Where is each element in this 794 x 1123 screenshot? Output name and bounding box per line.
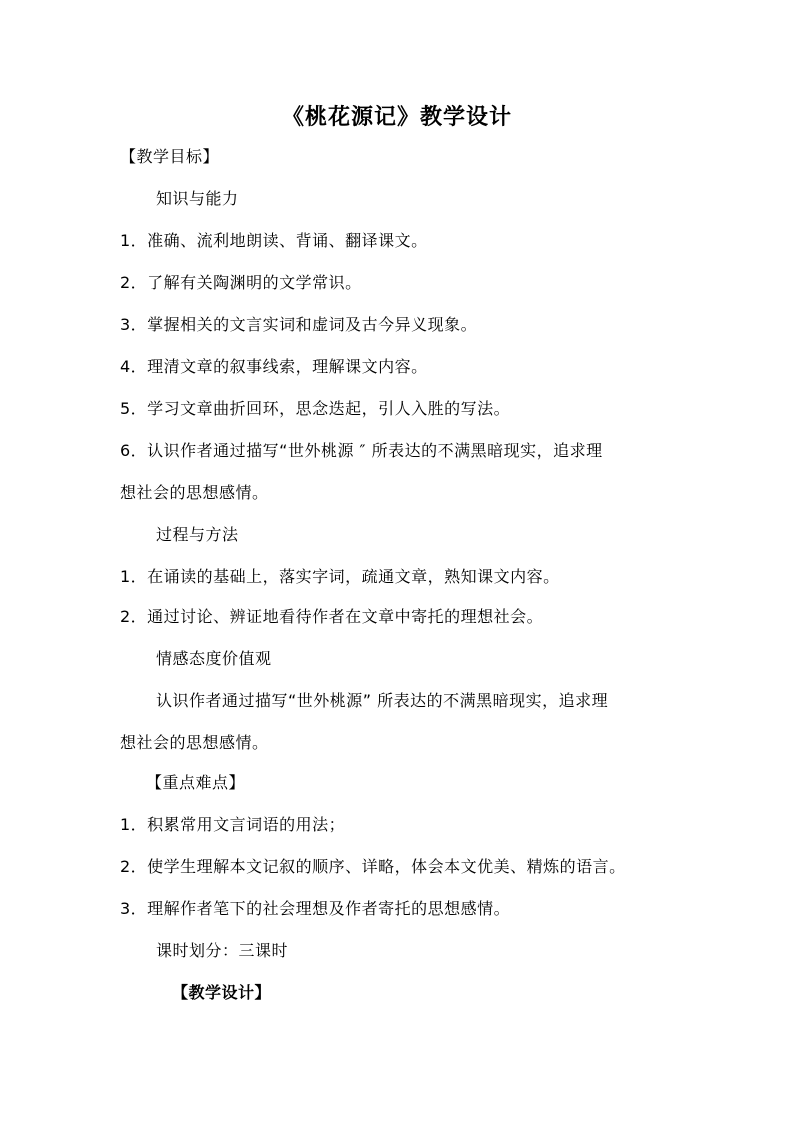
subheading-process: 过程与方法 [156, 525, 239, 544]
list-item: 1．积累常用文言词语的用法； [120, 815, 346, 834]
list-item-continuation: 想社会的思想感情。 [120, 483, 269, 502]
list-item: 4．理清文章的叙事线索，理解课文内容。 [120, 357, 428, 376]
list-item: 2．通过讨论、辨证地看待作者在文章中寄托的理想社会。 [120, 607, 544, 626]
section-heading-design: 【教学设计】 [172, 983, 272, 1002]
list-item: 2．了解有关陶渊明的文学常识。 [120, 273, 362, 292]
list-item: 6．认识作者通过描写“世外桃源 ″ 所表达的不满黑暗现实，追求理 [120, 441, 603, 460]
list-item: 3．掌握相关的文言实词和虚词及古今异义现象。 [120, 315, 478, 334]
list-item: 1．准确、流利地朗读、背诵、翻译课文。 [120, 231, 428, 250]
document-title: 《桃花源记》教学设计 [281, 105, 512, 130]
paragraph-line: 认识作者通过描写“世外桃源” 所表达的不满黑暗现实，追求理 [156, 691, 609, 710]
list-item: 5．学习文章曲折回环，思念迭起，引人入胜的写法。 [120, 399, 511, 418]
subheading-knowledge: 知识与能力 [156, 189, 239, 208]
schedule-text: 课时划分：三课时 [156, 941, 289, 960]
list-item: 2．使学生理解本文记叙的顺序、详略，体会本文优美、精炼的语言。 [120, 857, 626, 876]
section-heading-objectives: 【教学目标】 [120, 147, 220, 166]
paragraph-line: 想社会的思想感情。 [120, 733, 269, 752]
list-item: 1．在诵读的基础上，落实字词，疏通文章，熟知课文内容。 [120, 567, 560, 586]
list-item: 3．理解作者笔下的社会理想及作者寄托的思想感情。 [120, 899, 511, 918]
section-heading-key-points: 【重点难点】 [146, 773, 246, 792]
subheading-emotion: 情感态度价值观 [156, 649, 272, 668]
